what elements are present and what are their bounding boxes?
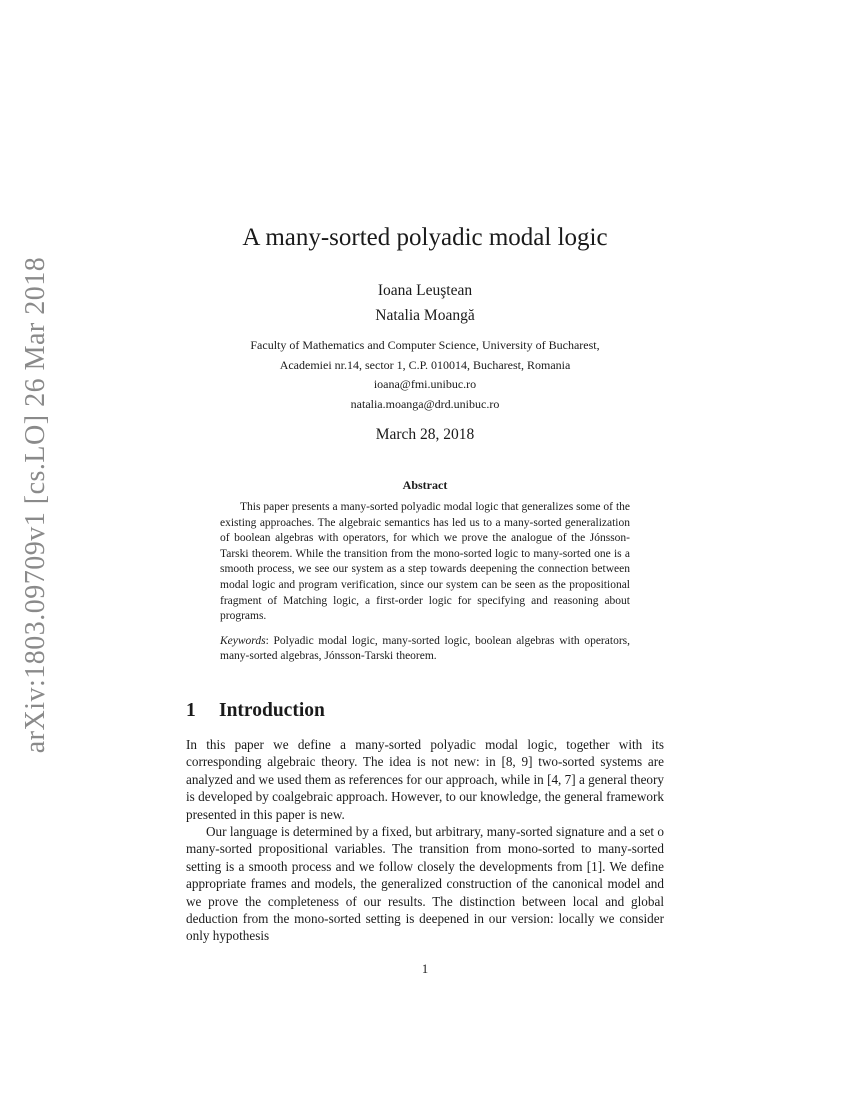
section-title: Introduction — [219, 700, 325, 721]
abstract-text: This paper presents a many-sorted polyadic modal logic that generalizes some of the existing approaches. The algebraic semantics has led us to a many-sorted generalization of boolean algebras with operators, for which we prove the analogue of the Jónsson-Tarski theorem. While the transition from the mono-sorted logic to many-sorted one is a smooth process, we see our system as a step towards deepening the connection between modal logic and program verification, since our system can be seen as the propositional fragment of Matching logic, a first-order logic for specifying and reasoning about programs. — [220, 501, 630, 623]
author-name: Ioana Leuştean — [377, 282, 473, 299]
keywords-label: Keywords — [220, 634, 266, 647]
section-body — [186, 736, 664, 945]
keywords-text: : Polyadic modal logic, many-sorted logic, boolean algebras with operators, many-sorted algebras, Jónsson-Tarski theorem. — [220, 634, 630, 663]
author-list — [0, 278, 850, 328]
paper-date: March 28, 2018 — [375, 426, 475, 443]
arxiv-identifier-stamp: arXiv:1803.09709v1 [cs.LO] 26 Mar 2018 — [20, 256, 51, 754]
section-heading — [186, 700, 325, 722]
body-paragraph: In this paper we define a many-sorted polyadic modal logic, together with its corresponding algebraic theory. The idea is not new: in [8, 9] two-sorted systems are analyzed and we used them as references for our approach, while in [4, 7] a general theory is developed by coalgebraic approach. However, to our knowledge, the general framework presented in this paper is new. — [186, 737, 664, 822]
author-email: natalia.moanga@drd.unibuc.ro — [350, 396, 500, 411]
author-name: Natalia Moangă — [375, 307, 475, 324]
page-number: 1 — [421, 962, 429, 976]
abstract-block — [220, 500, 630, 665]
section-number: 1 — [186, 700, 196, 721]
affiliation-line: Academiei nr.14, sector 1, C.P. 010014, Bucharest, Romania — [279, 357, 571, 372]
paper-title: A many-sorted polyadic modal logic — [242, 224, 608, 251]
author-email: ioana@fmi.unibuc.ro — [373, 377, 477, 391]
keywords-line — [220, 634, 630, 665]
abstract-heading: Abstract — [402, 478, 448, 492]
affiliation-block — [0, 336, 850, 414]
affiliation-line: Faculty of Mathematics and Computer Science, University of Bucharest, — [250, 338, 600, 352]
body-paragraph: Our language is determined by a fixed, but arbitrary, many-sorted signature and a set o many-sorted propositional variables. The transition from mono-sorted to many-sorted setting is a smooth process and we follow closely the developments from [1]. We define appropriate frames and models, the generalized construction of the canonical model and we prove the completeness of our results. The distinction between local and global deduction from the mono-sorted setting is deepened in our version: locally we consider only hypothesis — [186, 824, 664, 944]
